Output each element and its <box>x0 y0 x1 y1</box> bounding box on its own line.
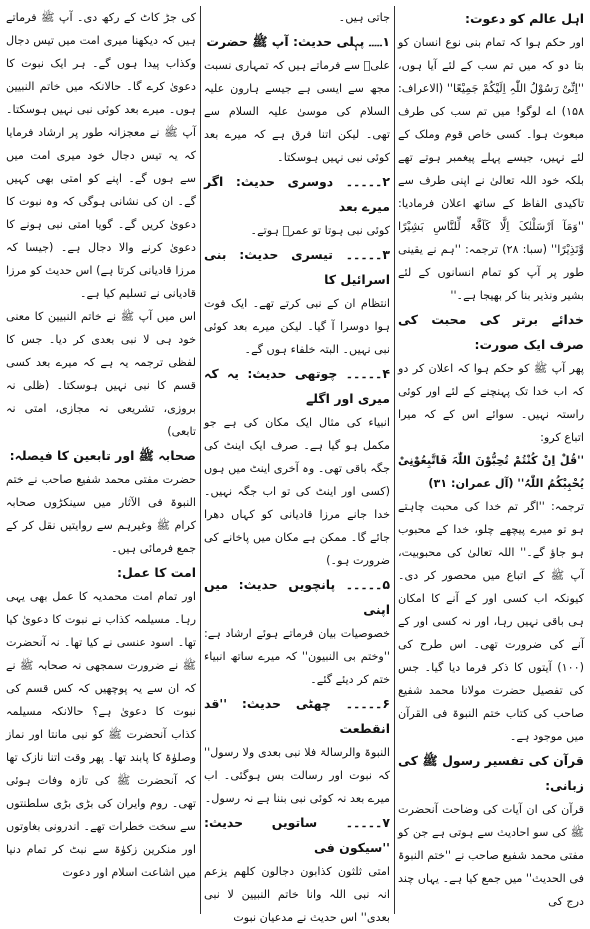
section-heading: ۵۔۔۔۔۔ پانچویں حدیث: میں اپنی <box>204 577 390 617</box>
section-heading: امت کا عمل: <box>117 565 196 580</box>
section-heading: قرآن کی تفسیر رسول ﷺ کی زبانی: <box>398 753 584 793</box>
section-heading: ۱۔۔۔۔۔ پہلی حدیث: آپ ﷺ حضرت <box>206 34 390 49</box>
body-paragraph: امتی ثلثون کذابون دجالون کلھم یزعم انہ نبی اللہ وانا خاتم النبیین لا نبی بعدی'' اس حدیث نے مدعیان نبوت <box>204 865 390 924</box>
body-paragraph: حضرت مفتی محمد شفیع صاحب نے ختم النبوۃ فی الآثار میں سینکڑوں صحابہ کرام ﷺ وغیرہم سے روایتیں نقل کر کے جمع فرمائی ہیں۔ <box>6 473 196 555</box>
middle-column <box>204 6 390 924</box>
body-paragraph: اس میں آپ ﷺ نے خاتم النبیین کا معنی خود ہی لا نبی بعدی کر دیا۔ جس کا لفظی ترجمہ یہ ہے کہ میرے بعد کسی قسم کا نبی نہیں ہوسکتا۔ (ظلی نہ بروزی، تشریعی نہ مجازی، امتی نہ تابعی) <box>6 310 196 438</box>
body-paragraph: ترجمہ: ''اگر تم خدا کی محبت چاہتے ہو تو میرے پیچھے چلو، خدا کے محبوب ہو جاؤ گے۔'' اللہ تعالیٰ کی محبوبیت، آپ ﷺ کے اتباع میں محصور کر دی۔ کیونکہ اب کسی اور کے آنے کا امکان ہی باقی نہیں رہا، اور نہ کسی اور کے آنے کی ضرورت تھی۔ اس طرح کی (۱۰۰) آیتوں کا ذکر فرما دیا گیا۔ جس کی تفصیل حضرت مولانا محمد شفیع صاحب کی کتاب ختم النبوۃ فی القرآن میں موجود ہے۔ <box>398 500 584 743</box>
left-column <box>6 6 196 914</box>
section-heading: ۴۔۔۔۔۔ چوتھی حدیث: یہ کہ میری اور اگلے <box>204 366 390 406</box>
section-heading: ۷۔۔۔۔۔ ساتویں حدیث: ''سیکون فی <box>204 815 390 855</box>
body-paragraph: انبیاء کی مثال ایک مکان کی ہے جو مکمل ہو گیا ہے۔ صرف ایک اینٹ کی جگہ باقی تھی۔ وہ آخری اینٹ میں ہوں (کسی اور اینٹ کی تو اب جگہ نہیں۔ خدا جانے مرزا قادیانی کو کہاں دھرا جائے گا۔ ممکن ہے مکان میں پاخانے کی ضرورت ہو۔) <box>204 416 390 567</box>
section-heading: ۳۔۔۔۔۔ تیسری حدیث: بنی اسرائیل کا <box>204 247 390 287</box>
section-heading: ۶۔۔۔۔۔ چھٹی حدیث: ''قد انقطعت <box>204 696 390 736</box>
body-paragraph: قرآن کی ان آیات کی وضاحت آنحضرت ﷺ کی سو احادیث سے ہوتی ہے جن کو مفتی محمد شفیع صاحب نے ''ختم النبوۃ فی الحدیث'' میں جمع کیا ہے۔ یہاں چند درج کی <box>398 803 584 908</box>
body-paragraph: کوئی نبی ہوتا تو عمرؓ ہوتے۔ <box>250 224 390 237</box>
right-column <box>398 6 584 914</box>
section-heading: ۲۔۔۔۔۔ دوسری حدیث: اگر میرے بعد <box>204 174 390 214</box>
section-heading: صحابہ ﷺ اور تابعین کا فیصلہ: <box>9 448 196 463</box>
body-paragraph: پھر آپ ﷺ کو حکم ہوا کہ اعلان کر دو کہ اب خدا تک پہنچنے کے لئے اور کوئی راستہ نہیں۔ سوائے اس کے کہ میرا اتباع کرو: <box>398 362 584 444</box>
body-paragraph: اور حکم ہوا کہ تمام بنی نوع انسان کو بتا دو کہ میں تم سب کے لئے آیا ہوں، ''اِنِّیْ رَسُوْلُ اللّٰہِ اِلَیْکُمْ جَمِیْعًا'' (الاعراف: ۱۵۸) اے لوگو! میں تم سب کی طرف مبعوث ہوا۔ کسی خاص قوم وملک کے لئے نہیں، جیسے پہلے پیغمبر ہوتے تھے بلکہ خود اللہ تعالیٰ نے اپنی طرف سے تاکیدی الفاظ کے ساتھ اعلان فرمادیا: ''وَمَآ اَرْسَلْنٰکَ اِلَّا کَآفَّۃً لِّلنَّاسِ بَشِیْرًا وَّنَذِیْرًا'' (سبا: ۲۸) ترجمہ: ''ہم نے یقینی طور پر آپ کو تمام انسانوں کے لئے بشیر ونذیر بنا کر بھیجا ہے۔'' <box>398 36 584 302</box>
section-heading: اہل عالم کو دعوت: <box>464 11 584 26</box>
body-paragraph: کی جڑ کاٹ کے رکھ دی۔ آپ ﷺ فرماتے ہیں کہ دیکھنا میری امت میں تیس دجال وکذاب پیدا ہوں گے۔ ہر ایک نبوت کا دعویٰ کرے گا۔ حالانکہ میں خاتم النبیین ہوں۔ میرے بعد کوئی نبی نہیں ہوسکتا۔ آپ ﷺ نے معجزانہ طور پر ارشاد فرمایا کہ یہ تیس دجال خود میری امت میں سے ہوں گے۔ اپنے کو امتی بھی کہیں گے۔ ان کی نشانی ہوگی کہ وہ نبوت کا دعویٰ کریں گے۔ گویا امتی نبی ہونے کا دعویٰ کرنے والا دجال ہے۔ (جیسا کہ مرزا قادیانی کرتا ہے) اس حدیث کو مرزا قادیانی نے تسلیم کیا ہے۔ <box>6 11 196 300</box>
body-paragraph: انتظام ان کے نبی کرتے تھے۔ ایک فوت ہوا دوسرا آ گیا۔ لیکن میرے بعد کوئی نبی نہیں۔ البتہ خلفاء ہوں گے۔ <box>204 297 390 356</box>
body-paragraph: علیؓ سے فرماتے ہیں کہ تمہاری نسبت مجھ سے ایسی ہے جیسے ہارون علیہ السلام کی موسیٰ علیہ السلام سے تھی۔ لیکن اتنا فرق ہے کہ میرے بعد کوئی نبی نہیں ہوسکتا۔ <box>204 59 390 164</box>
column-divider <box>394 6 395 914</box>
body-paragraph: خصوصیات بیان فرماتے ہوئے ارشاد ہے: ''وختم بی النبیون'' کہ میرے ساتھ انبیاء ختم کر دیئے گئے۔ <box>204 627 390 686</box>
body-paragraph: النبوۃ والرسالۃ فلا نبی بعدی ولا رسول'' کہ نبوت اور رسالت بس ہوگئی۔ اب میرے بعد نہ کوئی نبی بننا ہے نہ رسول۔ <box>204 746 390 805</box>
section-heading: خدائے برتر کی محبت کی صرف ایک صورت: <box>398 312 584 352</box>
column-divider <box>200 6 201 914</box>
body-paragraph: اور تمام امت محمدیہ کا عمل بھی یہی رہا۔ مسیلمہ کذاب نے نبوت کا دعویٰ کیا تھا۔ اسود عنسی نے کیا تھا۔ نہ آنحضرت ﷺ نے ضرورت سمجھی نہ صحابہ ﷺ نے کہ ان سے یہ پوچھیں کہ کس قسم کی نبوت کا دعویٰ ہے؟ حالانکہ مسیلمہ کذاب آنحضرت ﷺ کو نبی مانتا اور نماز وصلوٰۃ کا پابند تھا۔ پھر وقت اتنا نازک تھا کہ آنحضرت ﷺ کی تازہ وفات ہوئی تھی۔ روم وایران کی بڑی بڑی سلطنتوں سے سخت خطرات تھے۔ اندرونی بغاوتوں اور منکرین زکوٰۃ سے نبٹ کر تمام دنیا میں اشاعت اسلام اور دعوت <box>6 590 196 879</box>
body-paragraph: جاتی ہیں۔ <box>338 11 390 24</box>
quote-text: ''قُلْ اِنْ کُنْتُمْ تُحِبُّوْنَ اللّٰہَ فَاتَّبِعُوْنِیْ یُحْبِبْکُمُ اللّٰہُ'' (آل عمران: ۳۱) <box>398 454 584 490</box>
